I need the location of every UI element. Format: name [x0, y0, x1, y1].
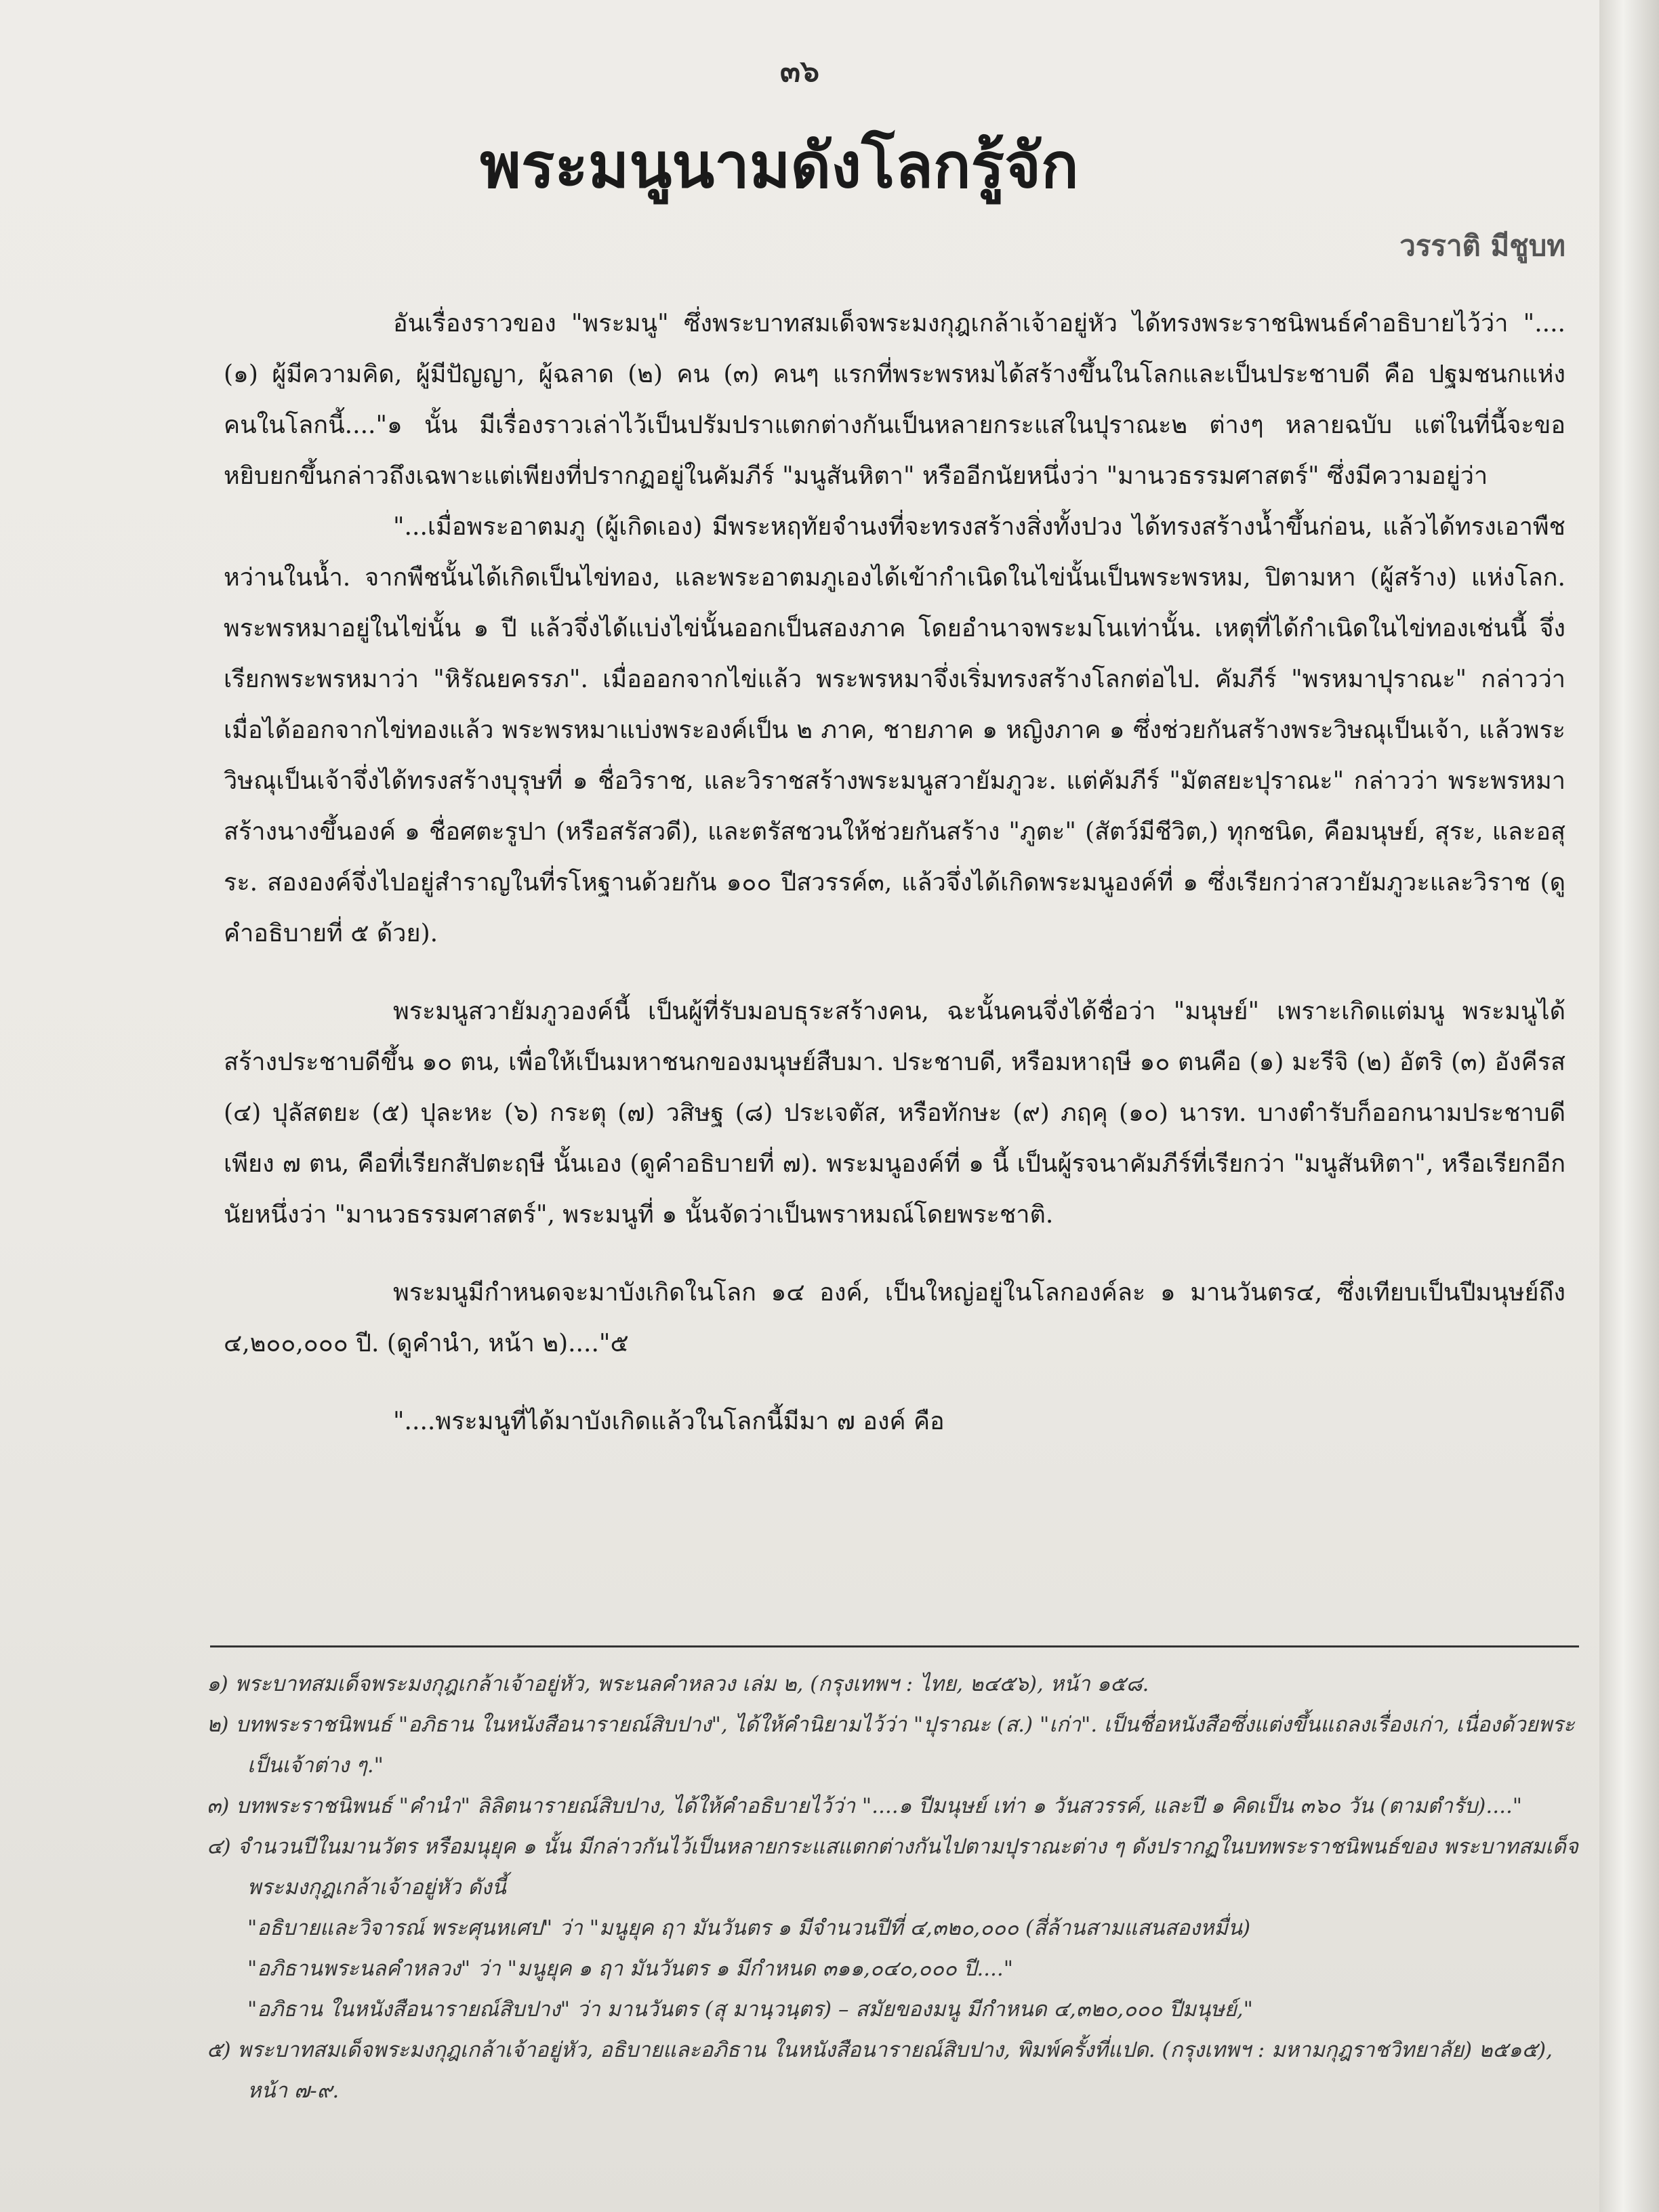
footnote-2: ๒) บทพระราชนิพนธ์ "อภิธาน ในหนังสือนารายณ์สิบปาง", ได้ให้คำนิยามไว้ว่า "ปุราณะ (ส.) "เก่า". เป็นชื่อหนังสือซึ่งแต่งขึ้นแถลงเรื่องเก่า, เนื่องด้วยพระเป็นเจ้าต่าง ๆ." [207, 1713, 1575, 1778]
author-name: วรราติ มีชูบท [1399, 229, 1565, 262]
paragraph-3: พระมนูสวายัมภูวองค์นี้ เป็นผู้ที่รับมอบธุระสร้างคน, ฉะนั้นคนจึ่งได้ชื่อว่า "มนุษย์" เพราะเกิดแต่มนู พระมนูได้สร้างประชาบดีขึ้น ๑๐ ตน, เพื่อให้เป็นมหาชนกของมนุษย์สืบมา. ประชาบดี, หรือมหาฤษี ๑๐ ตนคือ (๑) มะรีจิ (๒) อัตริ (๓) อังคีรส (๔) ปุลัสตยะ (๕) ปุละหะ (๖) กระตุ (๗) วสิษฐ (๘) ประเจตัส, หรือทักษะ (๙) ภฤคุ (๑๐) นารท. บางตำรับก็ออกนามประชาบดีเพียง ๗ ตน, คือที่เรียกสัปตะฤษี นั้นเอง (ดูคำอธิบายที่ ๗). พระมนูองค์ที่ ๑ นี้ เป็นผู้รจนาคัมภีร์ที่เรียกว่า "มนูสันหิตา", หรือเรียกอีกนัยหนึ่งว่า "มานวธรรมศาสตร์", พระมนูที่ ๑ นั้นจัดว่าเป็นพราหมณ์โดยพระชาติ. [224, 998, 1565, 1229]
footnote-3: ๓) บทพระราชนิพนธ์ "คำนำ" ลิลิตนารายณ์สิบปาง, ได้ให้คำอธิบายไว้ว่า "....๑ ปีมนุษย์ เท่า ๑ วันสวรรค์, และปี ๑ คิดเป็น ๓๖๐ วัน (ตามตำรับ)...." [207, 1794, 1523, 1818]
chapter-title: พระมนูนามดังโลกรู้จัก [480, 129, 1079, 202]
footnote-1: ๑) พระบาทสมเด็จพระมงกุฎเกล้าเจ้าอยู่หัว, พระนลคำหลวง เล่ม ๒, (กรุงเทพฯ : ไทย, ๒๔๕๖), หน้า ๑๕๘. [207, 1672, 1149, 1696]
page-edge [1599, 0, 1659, 2212]
footnotes [207, 1664, 1582, 2111]
footnote-4-item-a: "อธิบายและวิจารณ์ พระศุนหเศป" ว่า "มนูยุค ฤา มันวันตร ๑ มีจำนวนปีที่ ๔,๓๒๐,๐๐๐ (สี่ล้านสามแสนสองหมื่น) [247, 1916, 1251, 1940]
paragraph-1: อันเรื่องราวของ "พระมนู" ซึ่งพระบาทสมเด็จพระมงกุฎเกล้าเจ้าอยู่หัว ได้ทรงพระราชนิพนธ์คำอธิบายไว้ว่า "....(๑) ผู้มีความคิด, ผู้มีปัญญา, ผู้ฉลาด (๒) คน (๓) คนๆ แรกที่พระพรหมได้สร้างขึ้นในโลกและเป็นประชาบดี คือ ปฐมชนกแห่งคนในโลกนี้...."๑ นั้น มีเรื่องราวเล่าไว้เป็นปรัมปราแตกต่างกันเป็นหลายกระแสในปุราณะ๒ ต่างๆ หลายฉบับ แต่ในที่นี้จะขอหยิบยกขึ้นกล่าวถึงเฉพาะแต่เพียงที่ปรากฏอยู่ในคัมภีร์ "มนูสันหิตา" หรืออีกนัยหนึ่งว่า "มานวธรรมศาสตร์" ซึ่งมีความอยู่ว่า [224, 310, 1565, 490]
footnote-4-item-b: "อภิธานพระนลคำหลวง" ว่า "มนูยุค ๑ ฤา มันวันตร ๑ มีกำหนด ๓๑๑,๐๔๐,๐๐๐ ปี...." [247, 1957, 1014, 1981]
paragraph-4: พระมนูมีกำหนดจะมาบังเกิดในโลก ๑๔ องค์, เป็นใหญ่อยู่ในโลกองค์ละ ๑ มานวันตร๔, ซึ่งเทียบเป็นปีมนุษย์ถึง ๔,๒๐๐,๐๐๐ ปี. (ดูคำนำ, หน้า ๒)...."๕ [224, 1279, 1566, 1357]
paragraph-2: "...เมื่อพระอาตมภู (ผู้เกิดเอง) มีพระหฤทัยจำนงที่จะทรงสร้างสิ่งทั้งปวง ได้ทรงสร้างน้ำขึ้นก่อน, แล้วได้ทรงเอาพืชหว่านในน้ำ. จากพืชนั้นได้เกิดเป็นไข่ทอง, และพระอาตมภูเองได้เข้ากำเนิดในไข่นั้นเป็นพระพรหม, ปิตามหา (ผู้สร้าง) แห่งโลก. พระพรหมาอยู่ในไข่นั้น ๑ ปี แล้วจึ่งได้แบ่งไข่นั้นออกเป็นสองภาค โดยอำนาจพระมโนเท่านั้น. เหตุที่ได้กำเนิดในไข่ทองเช่นนี้ จึ่งเรียกพระพรหมาว่า "หิรัณยครรภ". เมื่อออกจากไข่แล้ว พระพรหมาจึ่งเริ่มทรงสร้างโลกต่อไป. คัมภีร์ "พรหมาปุราณะ" กล่าวว่า เมื่อได้ออกจากไข่ทองแล้ว พระพรหมาแบ่งพระองค์เป็น ๒ ภาค, ชายภาค ๑ หญิงภาค ๑ ซึ่งช่วยกันสร้างพระวิษณุเป็นเจ้า, แล้วพระวิษณุเป็นเจ้าจึ่งได้ทรงสร้างบุรุษที่ ๑ ชื่อวิราช, และวิราชสร้างพระมนูสวายัมภูวะ. แต่คัมภีร์ "มัตสยะปุราณะ" กล่าวว่า พระพรหมาสร้างนางขึ้นองค์ ๑ ชื่อศตะรูปา (หรือสรัสวดี), และตรัสชวนให้ช่วยกันสร้าง "ภูตะ" (สัตว์มีชีวิต,) ทุกชนิด, คือมนุษย์, สุระ, และอสุระ. สององค์จึ่งไปอยู่สำราญในที่รโหฐานด้วยกัน ๑๐๐ ปีสวรรค์๓, แล้วจึ่งได้เกิดพระมนูองค์ที่ ๑ ซึ่งเรียกว่าสวายัมภูวะและวิราช (ดูคำอธิบายที่ ๕ ด้วย). [224, 513, 1565, 947]
footnote-4: ๔) จำนวนปีในมานวัตร หรือมนุยุค ๑ นั้น มีกล่าวกันไว้เป็นหลายกระแสแตกต่างกันไปตามปุราณะต่าง ๆ ดังปรากฏในบทพระราชนิพนธ์ของ พระบาทสมเด็จพระมงกุฎเกล้าเจ้าอยู่หัว ดังนี้ [207, 1835, 1578, 1900]
footnote-5: ๕) พระบาทสมเด็จพระมงกุฎเกล้าเจ้าอยู่หัว, อธิบายและอภิธาน ในหนังสือนารายณ์สิบปาง, พิมพ์ครั้งที่แปด. (กรุงเทพฯ : มหามกุฎราชวิทยาลัย) ๒๕๑๕), หน้า ๗-๙. [207, 2038, 1553, 2103]
page-number: ๓๖ [779, 54, 819, 89]
footnote-divider [210, 1645, 1579, 1647]
footnote-4-item-c: "อภิธาน ในหนังสือนารายณ์สิบปาง" ว่า มานวันตร (สุ มานฺวนฺตร) – สมัยของมนู มีกำหนด ๔,๓๒๐,๐๐๐ ปีมนุษย์," [247, 1997, 1253, 2022]
body-text [224, 298, 1565, 1447]
paragraph-5: "....พระมนูที่ได้มาบังเกิดแล้วในโลกนี้มีมา ๗ องค์ คือ [393, 1408, 945, 1435]
